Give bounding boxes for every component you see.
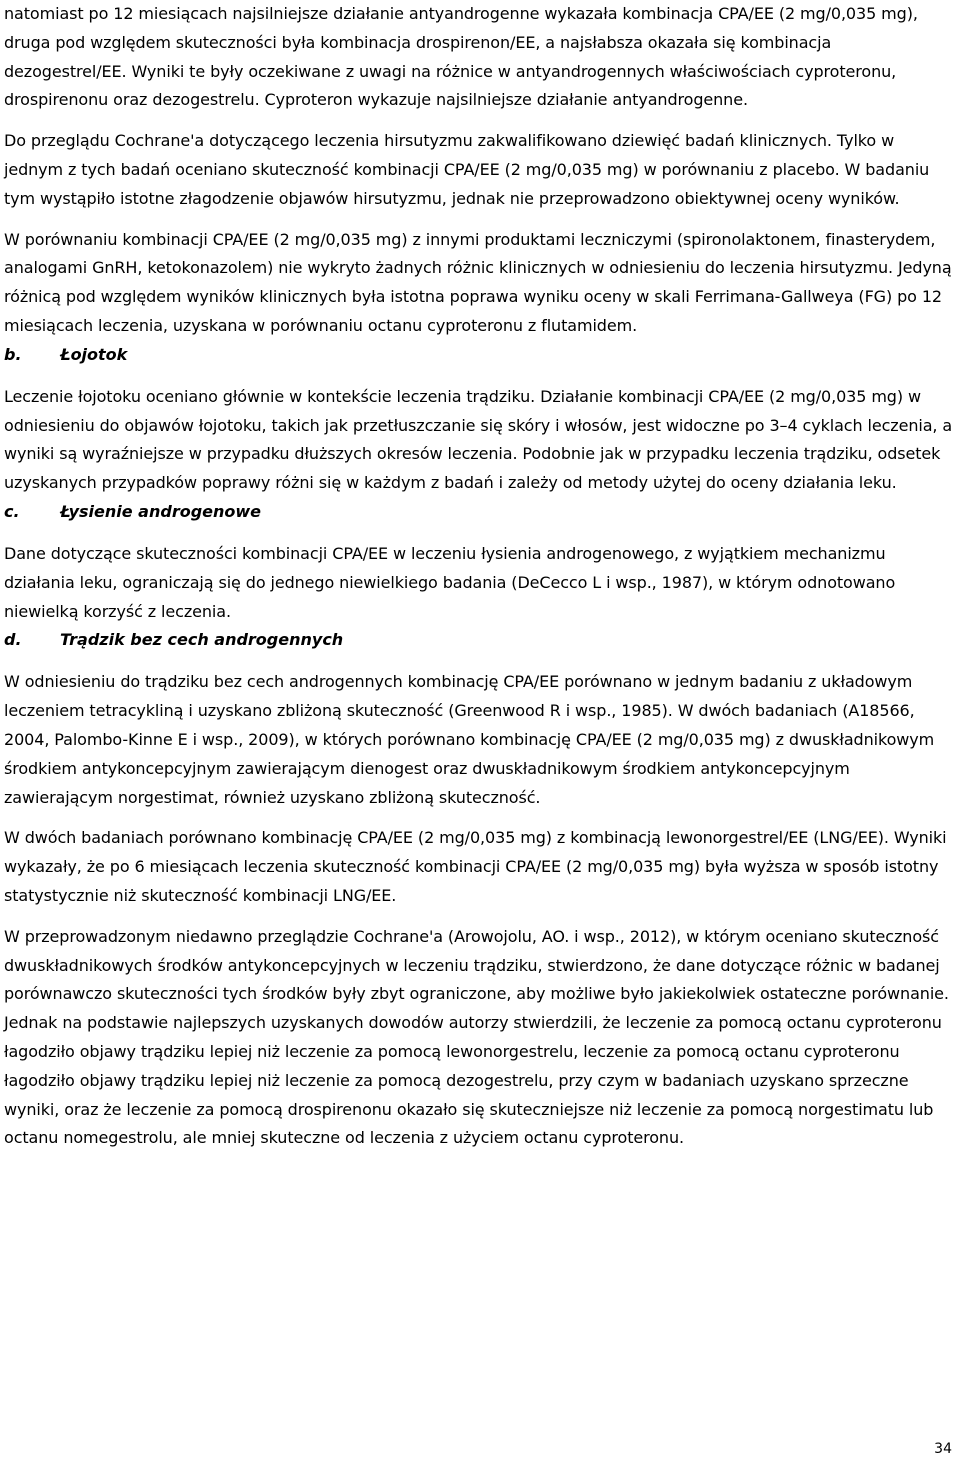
section-letter-b: b. bbox=[4, 344, 22, 364]
document-page bbox=[4, 0, 956, 1153]
section-letter-c: c. bbox=[4, 501, 20, 521]
section-heading-c bbox=[4, 498, 956, 526]
section-title-d: Trądzik bez cech androgennych bbox=[60, 630, 344, 650]
paragraph-cochrane-hirsutism: Do przeglądu Cochrane'a dotyczącego leczenia hirsutyzmu zakwalifikowano dziewięć badań klinicznych. Tylko w jednym z tych badań oceniano skuteczność kombinacji CPA/EE (2 mg/0,035 mg) w porównaniu z placebo. W badaniu tym wystąpiło istotne złagodzenie objawów hirsutyzmu, jednak nie przeprowadzono obiektywnej oceny wyników. bbox=[4, 131, 930, 208]
paragraph-acne-lng: W dwóch badaniach porównano kombinację CPA/EE (2 mg/0,035 mg) z kombinacją lewonorgestrel/EE (LNG/EE). Wyniki wykazały, że po 6 miesiącach leczenia skuteczność kombinacji CPA/EE (2 mg/0,035 mg) była wyższa w sposób istotny statystycznie niż skuteczność kombinacji LNG/EE. bbox=[4, 828, 947, 905]
page-number: 34 bbox=[934, 1441, 952, 1457]
section-title-c: Łysienie androgenowe bbox=[60, 501, 262, 521]
section-letter-d: d. bbox=[4, 630, 22, 650]
section-title-b: Łojotok bbox=[60, 344, 128, 364]
section-heading-b bbox=[4, 341, 956, 369]
section-heading-d bbox=[4, 626, 956, 654]
paragraph-acne-cochrane: W przeprowadzonym niedawno przeglądzie Cochrane'a (Arowojolu, AO. i wsp., 2012), w którym oceniano skuteczność dwuskładnikowych środków antykoncepcyjnych w leczeniu trądziku, stwierdzono, że dane dotyczące różnic w badanej porównawczo skuteczności tych środków były zbyt ograniczone, aby możliwe było jakiekolwiek ostateczne porównanie. Jednak na podstawie najlepszych uzyskanych dowodów autorzy stwierdzili, że leczenie za pomocą octanu cyproteronu łagodziło objawy trądziku lepiej niż leczenie za pomocą lewonorgestrelu, leczenie za pomocą octanu cyproteronu łagodziło objawy trądziku lepiej niż leczenie za pomocą dezogestrelu, przy czym w badaniach uzyskano sprzeczne wyniki, oraz że leczenie za pomocą drospirenonu okazało się skuteczniejsze niż leczenie za pomocą norgestimatu lub octanu nomegestrolu, ale mniej skuteczne od leczenia z użyciem octanu cyproteronu. bbox=[4, 926, 949, 1148]
paragraph-comparison-hirsutism: W porównaniu kombinacji CPA/EE (2 mg/0,035 mg) z innymi produktami leczniczymi (spironolaktonem, finasterydem, analogami GnRH, ketokonazolem) nie wykryto żadnych różnic klinicznych w odniesieniu do leczenia hirsutyzmu. Jedyną różnicą pod względem wyników klinicznych była istotna poprawa wyniku oceny w skali Ferrimana-Gallweya (FG) po 12 miesiącach leczenia, uzyskana w porównaniu octanu cyproteronu z flutamidem. bbox=[4, 229, 952, 335]
paragraph-acne-comparison: W odniesieniu do trądziku bez cech androgennych kombinację CPA/EE porównano w jednym badaniu z układowym leczeniem tetracykliną i uzyskano zbliżoną skuteczność (Greenwood R i wsp., 1985). W dwóch badaniach (A18566, 2004, Palombo-Kinne E i wsp., 2009), w których porównano kombinację CPA/EE (2 mg/0,035 mg) z dwuskładnikowym środkiem antykoncepcyjnym zawierającym dienogest oraz dwuskładnikowym środkiem antykoncepcyjnym zawierającym norgestimat, również uzyskano zbliżoną skuteczność. bbox=[4, 672, 935, 807]
paragraph-alopecia: Dane dotyczące skuteczności kombinacji CPA/EE w leczeniu łysienia androgenowego, z wyjątkiem mechanizmu działania leku, ograniczają się do jednego niewielkiego badania (DeCecco L i wsp., 1987), w którym odnotowano niewielką korzyść z leczenia. bbox=[4, 543, 896, 621]
paragraph-antiandrogen-summary: natomiast po 12 miesiącach najsilniejsze działanie antyandrogenne wykazała kombinacja CPA/EE (2 mg/0,035 mg), druga pod względem skuteczności była kombinacja drospirenon/EE, a najsłabsza okazała się kombinacja dezogestrel/EE. Wyniki te były oczekiwane z uwagi na różnice w antyandrogennych właściwościach cyproteronu, drospirenonu oraz dezogestrelu. Cyproteron wykazuje najsilniejsze działanie antyandrogenne. bbox=[4, 4, 918, 110]
paragraph-seborrhea: Leczenie łojotoku oceniano głównie w kontekście leczenia trądziku. Działanie kombinacji CPA/EE (2 mg/0,035 mg) w odniesieniu do objawów łojotoku, takich jak przetłuszczanie się skóry i włosów, jest widoczne po 3–4 cyklach leczenia, a wyniki są wyraźniejsze w przypadku dłuższych okresów leczenia. Podobnie jak w przypadku leczenia trądziku, odsetek uzyskanych przypadków poprawy różni się w każdym z badań i zależy od metody użytej do oceny działania leku. bbox=[4, 386, 953, 493]
